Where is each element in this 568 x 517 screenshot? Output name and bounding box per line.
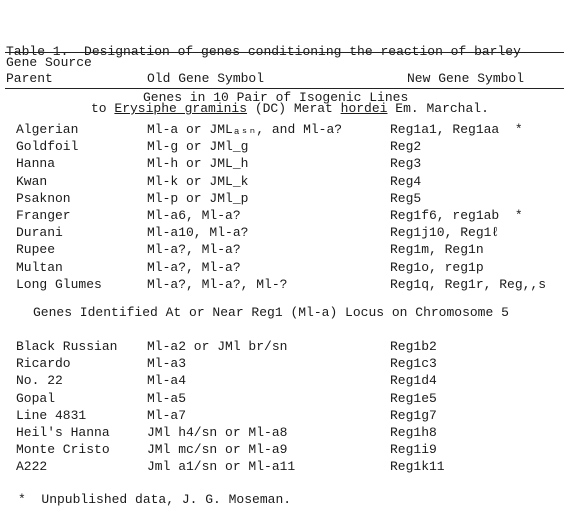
- table-row: [0, 260, 568, 276]
- table-row: [0, 208, 568, 224]
- parent-cell: Psaknon: [16, 190, 71, 206]
- parent-cell: Line 4831: [16, 407, 87, 423]
- new-symbol-cell: Reg1d4: [390, 373, 437, 389]
- new-symbol-cell: Reg5: [390, 190, 422, 206]
- table-row: [0, 277, 568, 293]
- parent-cell: Black Russian: [16, 339, 118, 354]
- old-symbol-cell: Ml-a2 or JMl br/sn: [147, 339, 288, 354]
- new-symbol-cell: Reg1j10, Reg1ℓ: [390, 225, 500, 241]
- header-new-symbol: New Gene Symbol: [407, 71, 525, 86]
- parent-cell: Algerian: [16, 122, 79, 137]
- header-parent: Parent: [6, 71, 53, 86]
- table-row: [0, 442, 568, 458]
- table-row: [0, 191, 568, 207]
- parent-cell: Monte Cristo: [16, 442, 110, 458]
- caption-text: Em. Marchal.: [387, 101, 489, 116]
- old-symbol-cell: Ml-g or JMl_g: [147, 139, 249, 155]
- parent-cell: Multan: [16, 259, 63, 275]
- new-symbol-cell: Reg1b2: [390, 339, 437, 354]
- table-row: [0, 373, 568, 389]
- old-symbol-cell: Ml-a4: [147, 373, 187, 389]
- table-row: [0, 425, 568, 441]
- parent-cell: Ricardo: [16, 356, 71, 372]
- species-name: Erysiphe graminis: [114, 101, 248, 116]
- old-symbol-cell: Ml-p or JMl_p: [147, 190, 249, 206]
- table-row: [0, 356, 568, 372]
- parent-cell: Kwan: [16, 173, 48, 189]
- header-rule: [5, 88, 564, 89]
- old-symbol-cell: Ml-a?, Ml-a?: [147, 242, 241, 258]
- table-row: [0, 459, 568, 475]
- old-symbol-cell: Ml-a3: [147, 356, 187, 372]
- parent-cell: Goldfoil: [16, 139, 79, 155]
- table-row: [0, 156, 568, 172]
- new-symbol-cell: Reg1o, reg1p: [390, 259, 484, 275]
- old-symbol-cell: JMl h4/sn or Ml-a8: [147, 425, 288, 440]
- old-symbol-cell: Ml-a7: [147, 407, 187, 423]
- new-symbol-cell: Reg1k11: [390, 459, 445, 475]
- old-symbol-cell: Ml-a5: [147, 390, 187, 406]
- new-symbol-cell: Reg4: [390, 173, 422, 189]
- new-symbol-cell: Reg1f6, reg1ab *: [390, 208, 523, 223]
- section-2-title: Genes Identified At or Near Reg1 (Ml-a) Locus on Chromosome 5: [33, 305, 509, 320]
- table-row: [0, 242, 568, 258]
- table-row: [0, 174, 568, 190]
- old-symbol-cell: Ml-a?, Ml-a?: [147, 259, 241, 275]
- new-symbol-cell: Reg2: [390, 139, 422, 155]
- table-row: [0, 391, 568, 407]
- old-symbol-cell: Jml a1/sn or Ml-a11: [147, 459, 296, 475]
- parent-cell: No. 22: [16, 373, 63, 389]
- old-symbol-cell: Ml-k or JML_k: [147, 173, 249, 189]
- old-symbol-cell: Ml-h or JML_h: [147, 156, 249, 172]
- parent-cell: Rupee: [16, 242, 56, 258]
- new-symbol-cell: Reg1e5: [390, 390, 437, 406]
- new-symbol-cell: Reg1i9: [390, 442, 437, 458]
- table-row: [0, 225, 568, 241]
- new-symbol-cell: Reg1c3: [390, 356, 437, 372]
- caption-line-1: Table 1. Designation of genes conditioning the reaction of barley: [6, 44, 521, 59]
- new-symbol-cell: Reg1m, Reg1n: [390, 242, 484, 258]
- table-row: [0, 139, 568, 155]
- parent-cell: Hanna: [16, 156, 56, 172]
- header-gene-source: Gene Source: [6, 55, 92, 70]
- new-symbol-cell: Reg1a1, Reg1aa *: [390, 122, 523, 137]
- header-old-symbol: Old Gene Symbol: [147, 71, 265, 86]
- table-row: [0, 339, 568, 355]
- top-rule: [5, 52, 564, 53]
- caption-text: to: [91, 101, 115, 116]
- old-symbol-cell: Ml-a10, Ml-a?: [147, 225, 249, 241]
- parent-cell: Durani: [16, 225, 63, 241]
- new-symbol-cell: Reg3: [390, 156, 422, 172]
- old-symbol-cell: Ml-a or JMLₐₛₙ, and Ml-a?: [147, 122, 343, 137]
- parent-cell: A222: [16, 459, 48, 475]
- new-symbol-cell: Reg1h8: [390, 425, 437, 440]
- parent-cell: Franger: [16, 208, 71, 223]
- new-symbol-cell: Reg1g7: [390, 407, 437, 423]
- table-row: [0, 408, 568, 424]
- new-symbol-cell: Reg1q, Reg1r, Reg,,s: [390, 276, 547, 292]
- old-symbol-cell: Ml-a?, Ml-a?, Ml-?: [147, 276, 288, 292]
- caption-text: (DC) Merat: [247, 101, 341, 116]
- old-symbol-cell: JMl mc/sn or Ml-a9: [147, 442, 288, 458]
- section-1-title: Genes in 10 Pair of Isogenic Lines: [143, 90, 409, 105]
- forma-name: hordei: [340, 101, 388, 116]
- parent-cell: Heil's Hanna: [16, 425, 110, 440]
- old-symbol-cell: Ml-a6, Ml-a?: [147, 208, 241, 223]
- table-row: [0, 122, 568, 138]
- parent-cell: Gopal: [16, 390, 56, 406]
- footnote: * Unpublished data, J. G. Moseman.: [18, 492, 292, 507]
- parent-cell: Long Glumes: [16, 276, 102, 292]
